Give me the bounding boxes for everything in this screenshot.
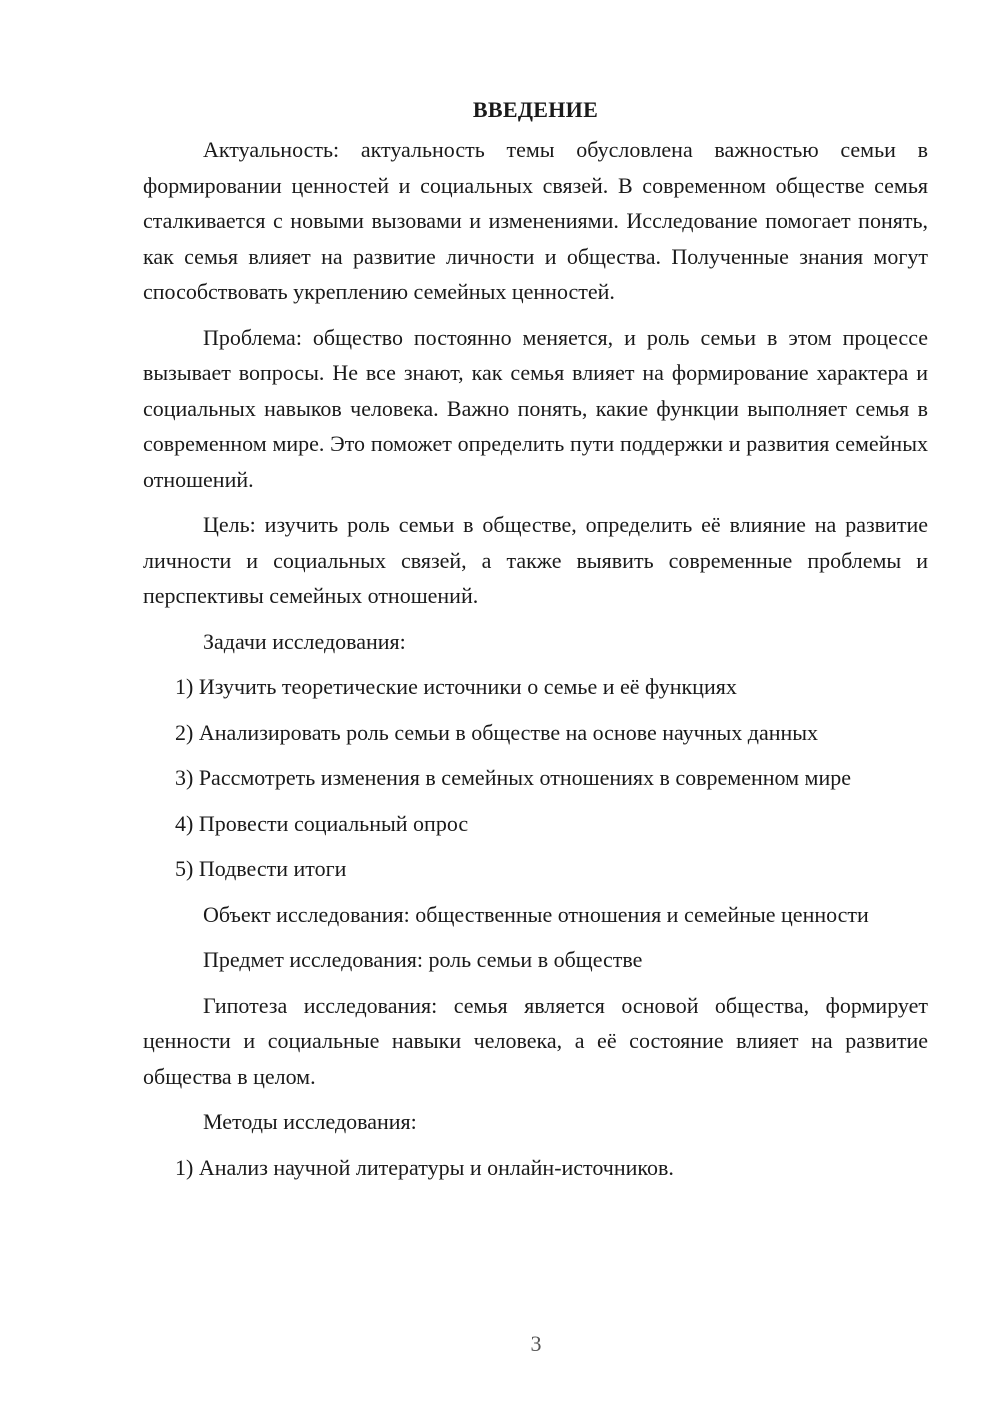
task-item: 1) Изучить теоретические источники о семье и её функциях	[175, 674, 737, 699]
page-title: ВВЕДЕНИЕ	[472, 97, 599, 122]
task-item: 5) Подвести итоги	[175, 856, 347, 881]
task-item: 4) Провести социальный опрос	[175, 810, 469, 836]
problem-paragraph: Проблема: общество постоянно меняется, и роль семьи в этом процессе вызывает вопросы. Не все знают, как семья влияет на формирование характера и социальных навыков человека. Важно понять, какие функции выполняет семья в современном мире. Это поможет определить пути поддержки и развития семейных отношений.	[143, 324, 928, 492]
method-item: 1) Анализ научной литературы и онлайн-источников.	[175, 1154, 674, 1180]
task-item: 3) Рассмотреть изменения в семейных отношениях в современном мире	[175, 765, 851, 790]
hypothesis-paragraph: Гипотеза исследования: семья является основой общества, формирует ценности и социальные навыки человека, а её состояние влияет на развитие общества в целом.	[143, 992, 928, 1089]
tasks-heading: Задачи исследования:	[203, 628, 406, 654]
task-item: 2) Анализировать роль семьи в обществе на основе научных данных	[175, 719, 819, 745]
relevance-paragraph: Актуальность: актуальность темы обусловлена важностью семьи в формировании ценностей и социальных связей. В современном обществе семья сталкивается с новыми вызовами и изменениями. Исследование помогает понять, как семья влияет на развитие личности и общества. Полученные знания могут способствовать укреплению семейных ценностей.	[143, 137, 928, 304]
methods-heading: Методы исследования:	[203, 1109, 417, 1134]
goal-paragraph: Цель: изучить роль семьи в обществе, определить её влияние на развитие личности и социальных связей, а также выявить современные проблемы и перспективы семейных отношений.	[143, 512, 928, 608]
object-paragraph: Объект исследования: общественные отношения и семейные ценности	[203, 901, 869, 927]
document-page	[143, 92, 928, 1195]
page-number: 3	[530, 1331, 542, 1356]
subject-paragraph: Предмет исследования: роль семьи в обществе	[203, 947, 643, 972]
